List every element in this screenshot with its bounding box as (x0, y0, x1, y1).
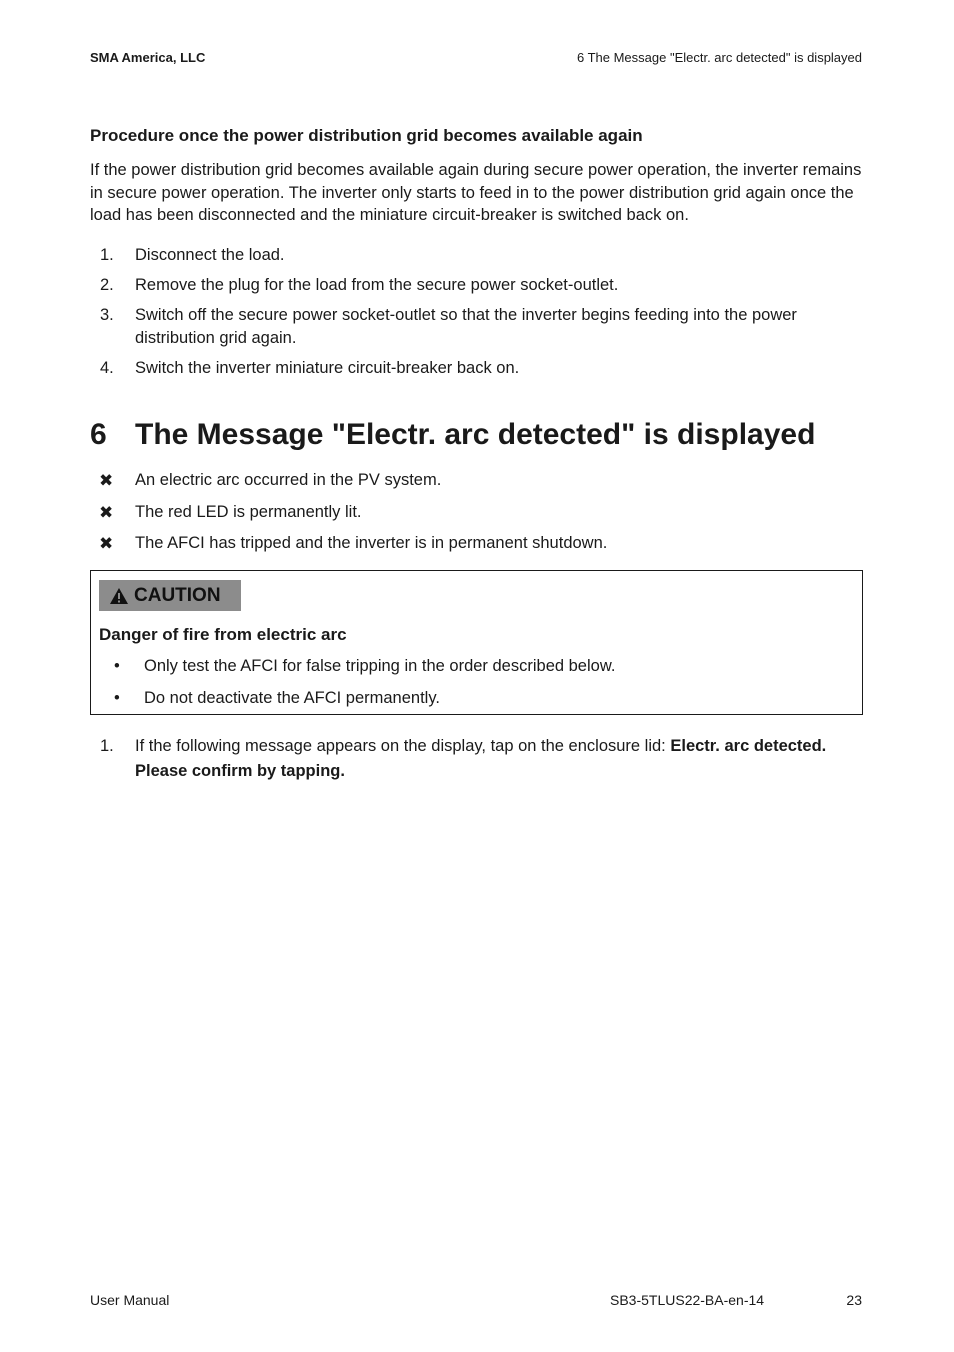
action-text: If the following message appears on the display, tap on the enclosure lid: (135, 737, 671, 755)
step-text: Remove the plug for the load from the secure power socket-outlet. (135, 276, 619, 294)
procedure-steps (90, 244, 865, 387)
section-title: The Message "Electr. arc detected" is displayed (135, 418, 816, 451)
cross-icon: ✖ (99, 534, 114, 553)
bullet-icon: • (114, 689, 120, 707)
header-chapter: 6 The Message "Electr. arc detected" is displayed (576, 50, 862, 65)
condition-text: The AFCI has tripped and the inverter is in permanent shutdown. (135, 534, 608, 552)
list-item (90, 304, 865, 350)
section-heading (90, 418, 815, 452)
caution-box (90, 570, 863, 715)
caution-list (99, 655, 849, 719)
step-number: 3. (100, 306, 114, 324)
warning-icon (109, 587, 129, 605)
step-text (135, 734, 865, 784)
condition-text: The red LED is permanently lit. (135, 502, 362, 521)
list-item (99, 655, 849, 678)
action-steps (90, 734, 865, 784)
step-text: Switch the inverter miniature circuit-breaker back on. (135, 359, 520, 377)
footer-doc-id: SB3-5TLUS22-BA-en-14 (610, 1292, 765, 1308)
footer-doc-type: User Manual (90, 1292, 170, 1308)
list-item (99, 687, 849, 710)
header-company: SMA America, LLC (90, 50, 206, 65)
section-number: 6 (90, 418, 107, 451)
list-item (90, 532, 865, 555)
condition-text: An electric arc occurred in the PV system. (135, 471, 442, 489)
cross-icon: ✖ (99, 502, 114, 522)
caution-item-text: Do not deactivate the AFCI permanently. (144, 689, 440, 707)
caution-item-text: Only test the AFCI for false tripping in the order described below. (144, 657, 616, 675)
bullet-icon: • (114, 657, 120, 675)
caution-label-text: CAUTION (134, 584, 221, 606)
list-item (90, 244, 865, 267)
condition-list (90, 469, 865, 564)
list-item (90, 357, 865, 380)
procedure-intro: If the power distribution grid becomes available again during secure power operation, the inverter remains in secure power operation. The inverter only starts to feed in to the power distribution grid again once the load has been disconnected and the miniature circuit-breaker is switched back on. (90, 161, 862, 224)
list-item (90, 469, 865, 492)
list-item (90, 734, 865, 784)
caution-label (99, 580, 241, 611)
step-number: 2. (100, 276, 114, 294)
list-item (90, 274, 865, 297)
caution-heading: Danger of fire from electric arc (99, 625, 347, 644)
display-message: Electr. arc detected. Please confirm by tapping. (135, 737, 827, 780)
step-text: Disconnect the load. (135, 246, 285, 264)
cross-icon: ✖ (99, 471, 114, 490)
page-number: 23 (846, 1292, 862, 1308)
procedure-title: Procedure once the power distribution grid becomes available again (90, 126, 643, 145)
step-number: 1. (100, 246, 114, 264)
step-number: 4. (100, 359, 114, 377)
step-number: 1. (100, 737, 114, 755)
step-text: Switch off the secure power socket-outlet so that the inverter begins feeding into the power distribution grid again. (135, 306, 797, 347)
list-item (90, 501, 865, 524)
